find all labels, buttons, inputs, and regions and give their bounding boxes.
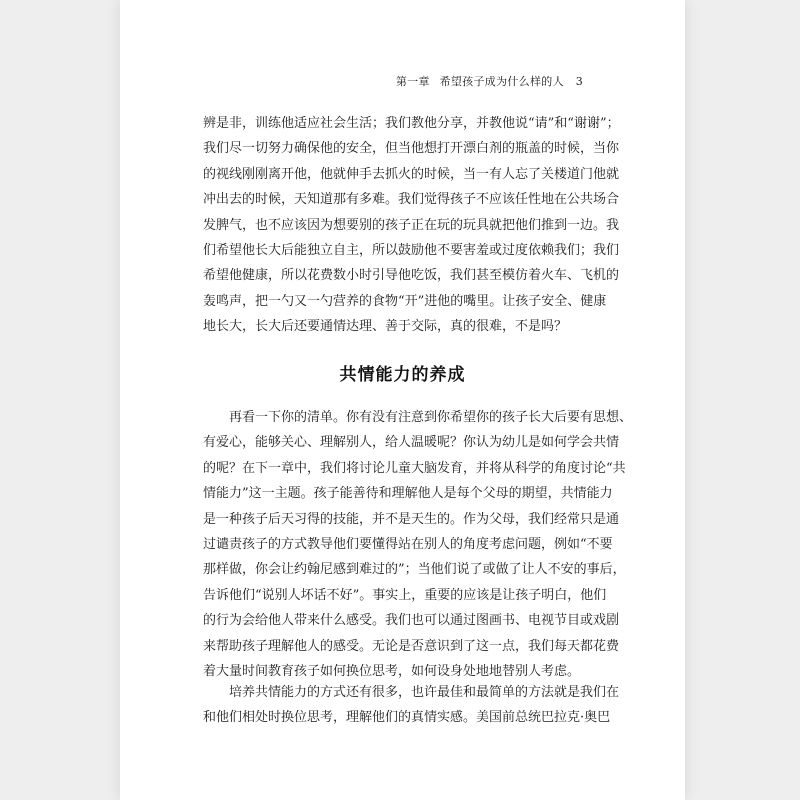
- paragraph-line: 培养共情能力的方式还有很多，也许最佳和最简单的方法就是我们在: [229, 685, 620, 700]
- paragraph-2: [203, 405, 633, 684]
- paragraph-line: 轰鸣声，把一勺又一勺营养的食物“开”进他的嘴里。让孩子安全、健康: [203, 293, 607, 309]
- paragraph-line: 的行为会给他人带来什么感受。我们也可以通过图画书、电视节目或戏剧: [203, 613, 620, 629]
- paragraph-3: [203, 680, 620, 731]
- paragraph-line: 来帮助孩子理解他人的感受。无论是否意识到了这一点，我们每天都花费: [203, 638, 620, 654]
- paragraph-line: 地长大，长大后还要通情达理、善于交际，真的很难，不是吗？: [203, 319, 568, 335]
- section-title: 共情能力的养成: [339, 365, 466, 385]
- running-header: [396, 73, 583, 89]
- paragraph-line: 冲出去的时候，天知道那有多难。我们觉得孩子不应该任性地在公共场合: [203, 192, 620, 208]
- paragraph-line: 告诉他们“说别人坏话不好”。事实上，重要的应该是让孩子明白，他们: [203, 587, 607, 603]
- page-number: 3: [575, 75, 583, 88]
- paragraph-line: 发脾气，也不应该因为想要别的孩子正在玩的玩具就把他们推到一边。我: [203, 217, 620, 233]
- paragraph-line: 我们尽一切努力确保他的安全，但当他想打开漂白剂的瓶盖的时候，当你: [203, 141, 620, 157]
- paragraph-line: 着大量时间教育孩子如何换位思考，如何设身处地地替别人考虑。: [203, 663, 581, 679]
- paragraph-line: 是一种孩子后天习得的技能，并不是天生的。作为父母，我们经常只是通: [203, 511, 620, 527]
- paragraph-line: 过谴责孩子的方式教导他们要懂得站在别人的角度考虑问题，例如“不要: [203, 536, 613, 552]
- paragraph-line: 情能力”这一主题。孩子能善待和理解他人是每个父母的期望，共情能力: [203, 486, 613, 502]
- paragraph-line: 和他们相处时换位思考，理解他们的真情实感。美国前总统巴拉克·奥巴: [203, 710, 611, 726]
- paragraph-line: 那样做，你会让约翰尼感到难过的”；当他们说了或做了让人不安的事后，: [203, 562, 626, 578]
- paragraph-line: 希望他健康，所以花费数小时引导他吃饭，我们甚至模仿着火车、飞机的: [203, 268, 620, 284]
- paragraph-line: 再看一下你的清单。你有没有注意到你希望你的孩子长大后要有思想、: [229, 410, 633, 425]
- paragraph-1: [203, 111, 620, 340]
- paragraph-line: 辨是非，训练他适应社会生活；我们教他分享，并教他说“请”和“谢谢”；: [203, 116, 620, 131]
- paragraph-line: 的视线刚刚离开他，他就伸手去抓火的时候，当一有人忘了关楼道门他就: [203, 166, 620, 182]
- chapter-title: 希望孩子成为什么样的人: [439, 75, 564, 88]
- paragraph-line: 们希望他长大后能独立自主，所以鼓励他不要害羞或过度依赖我们；我们: [203, 242, 620, 258]
- chapter-label: 第一章: [395, 75, 430, 88]
- book-page: [120, 0, 685, 800]
- paragraph-line: 的呢？在下一章中，我们将讨论儿童大脑发育，并将从科学的角度讨论“共: [203, 460, 626, 476]
- paragraph-line: 有爱心，能够关心、理解别人，给人温暖呢？你认为幼儿是如何学会共情: [203, 435, 620, 451]
